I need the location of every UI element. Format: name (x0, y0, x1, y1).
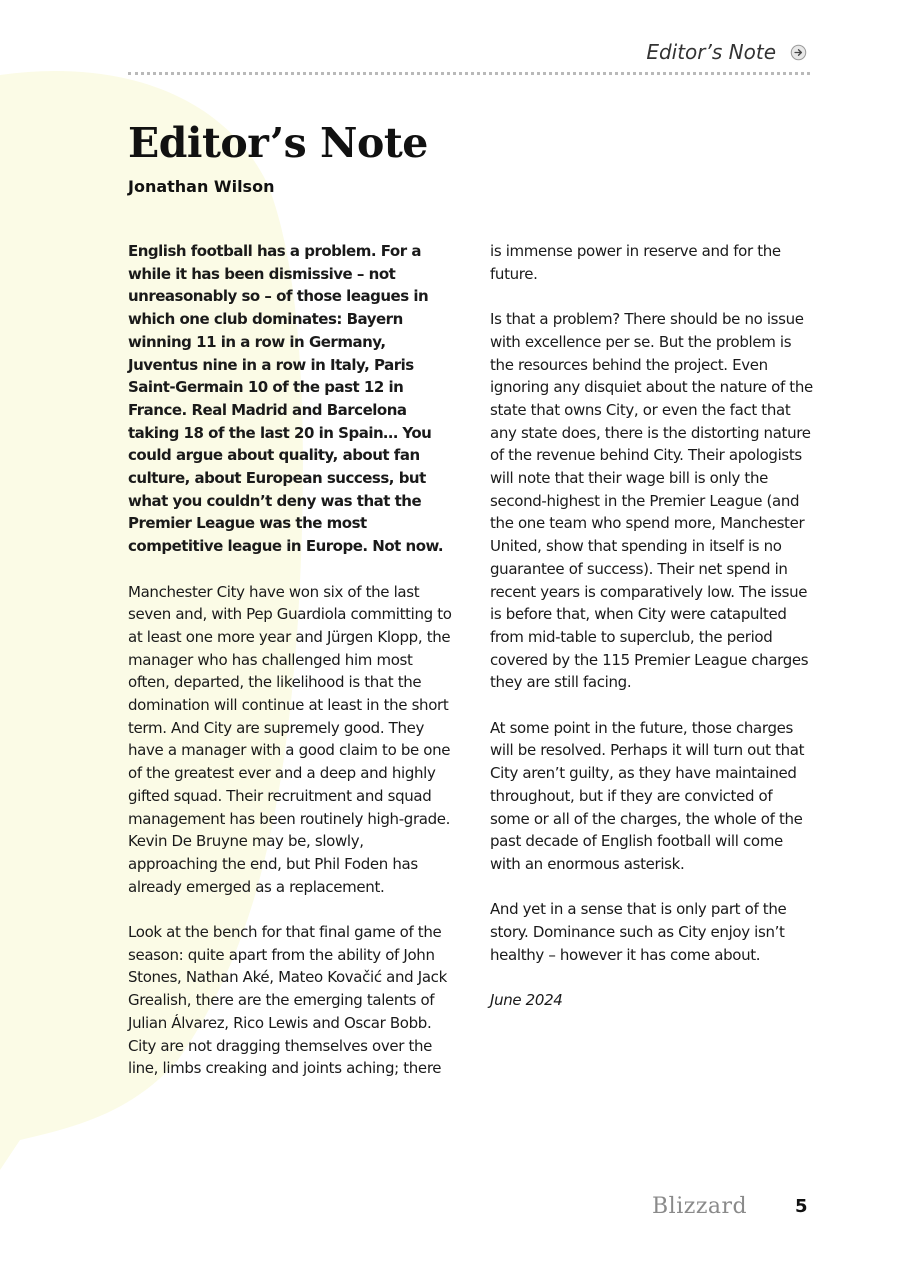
article-title: Editor’s Note (128, 119, 428, 167)
left-column (128, 240, 454, 1103)
article-author: Jonathan Wilson (128, 177, 275, 196)
body-paragraph: Look at the bench for that final game of the season: quite apart from the ability of John Stones, Nathan Aké, Mateo Kovačić and Jack Grealish, there are the emerging talents of Julian Álvarez, Rico Lewis and Oscar Bobb. City are not dragging themselves over the line, limbs creaking and joints aching; there (128, 923, 447, 1078)
publication-name: Blizzard (652, 1194, 748, 1219)
page-number: 5 (795, 1196, 808, 1217)
body-paragraph: is immense power in reserve and for the future. (490, 242, 781, 283)
page-header (128, 38, 810, 75)
article-date: June 2024 (490, 991, 563, 1010)
body-paragraph: At some point in the future, those charges will be resolved. Perhaps it will turn out that City aren’t guilty, as they have maintained throughout, but if they are convicted of some or all of the charges, the whole of the past decade of English football will come with an enormous asterisk. (490, 718, 805, 873)
body-paragraph: And yet in a sense that is only part of the story. Dominance such as City enjoy isn’t healthy – however it has come about. (490, 900, 787, 964)
body-paragraph: Manchester City have won six of the last seven and, with Pep Guardiola committing to at least one more year and Jürgen Klopp, the manager who has challenged him most often, departed, the likelihood is that the domination will continue at least in the short term. And City are supremely good. They have a manager with a good claim to be one of the greatest ever and a deep and highly gifted squad. Their recruitment and squad management has been routinely high-grade. Kevin De Bruyne may be, slowly, approaching the end, but Phil Foden has already emerged as a replacement. (128, 582, 452, 896)
arrow-circle-icon (790, 44, 807, 61)
section-title: Editor’s Note (646, 40, 776, 64)
body-paragraph: Is that a problem? There should be no issue with excellence per se. But the problem is the resources behind the project. Even ignoring any disquiet about the nature of the state that owns City, or even the fact that any state does, there is the distorting nature of the revenue behind City. Their apologists will note that their wage bill is only the second-highest in the Premier League (and the one team who spend more, Manchester United, show that spending in itself is no guarantee of success). Their net spend in recent years is comparatively low. The issue is before that, when City were catapulted from mid-table to superclub, the period covered by the 115 Premier League charges they are still facing. (490, 310, 813, 692)
right-column (490, 240, 816, 1035)
lead-paragraph: English football has a problem. For a while it has been dismissive – not unreasonably so – of those leagues in which one club dominates: Bayern winning 11 in a row in Germany, Juventus nine in a row in Italy, Paris Saint-Germain 10 of the past 12 in France. Real Madrid and Barcelona taking 18 of the last 20 in Spain… You could argue about quality, about fan culture, about European success, but what you couldn’t deny was that the Premier League was the most competitive league in Europe. Not now. (128, 242, 444, 556)
